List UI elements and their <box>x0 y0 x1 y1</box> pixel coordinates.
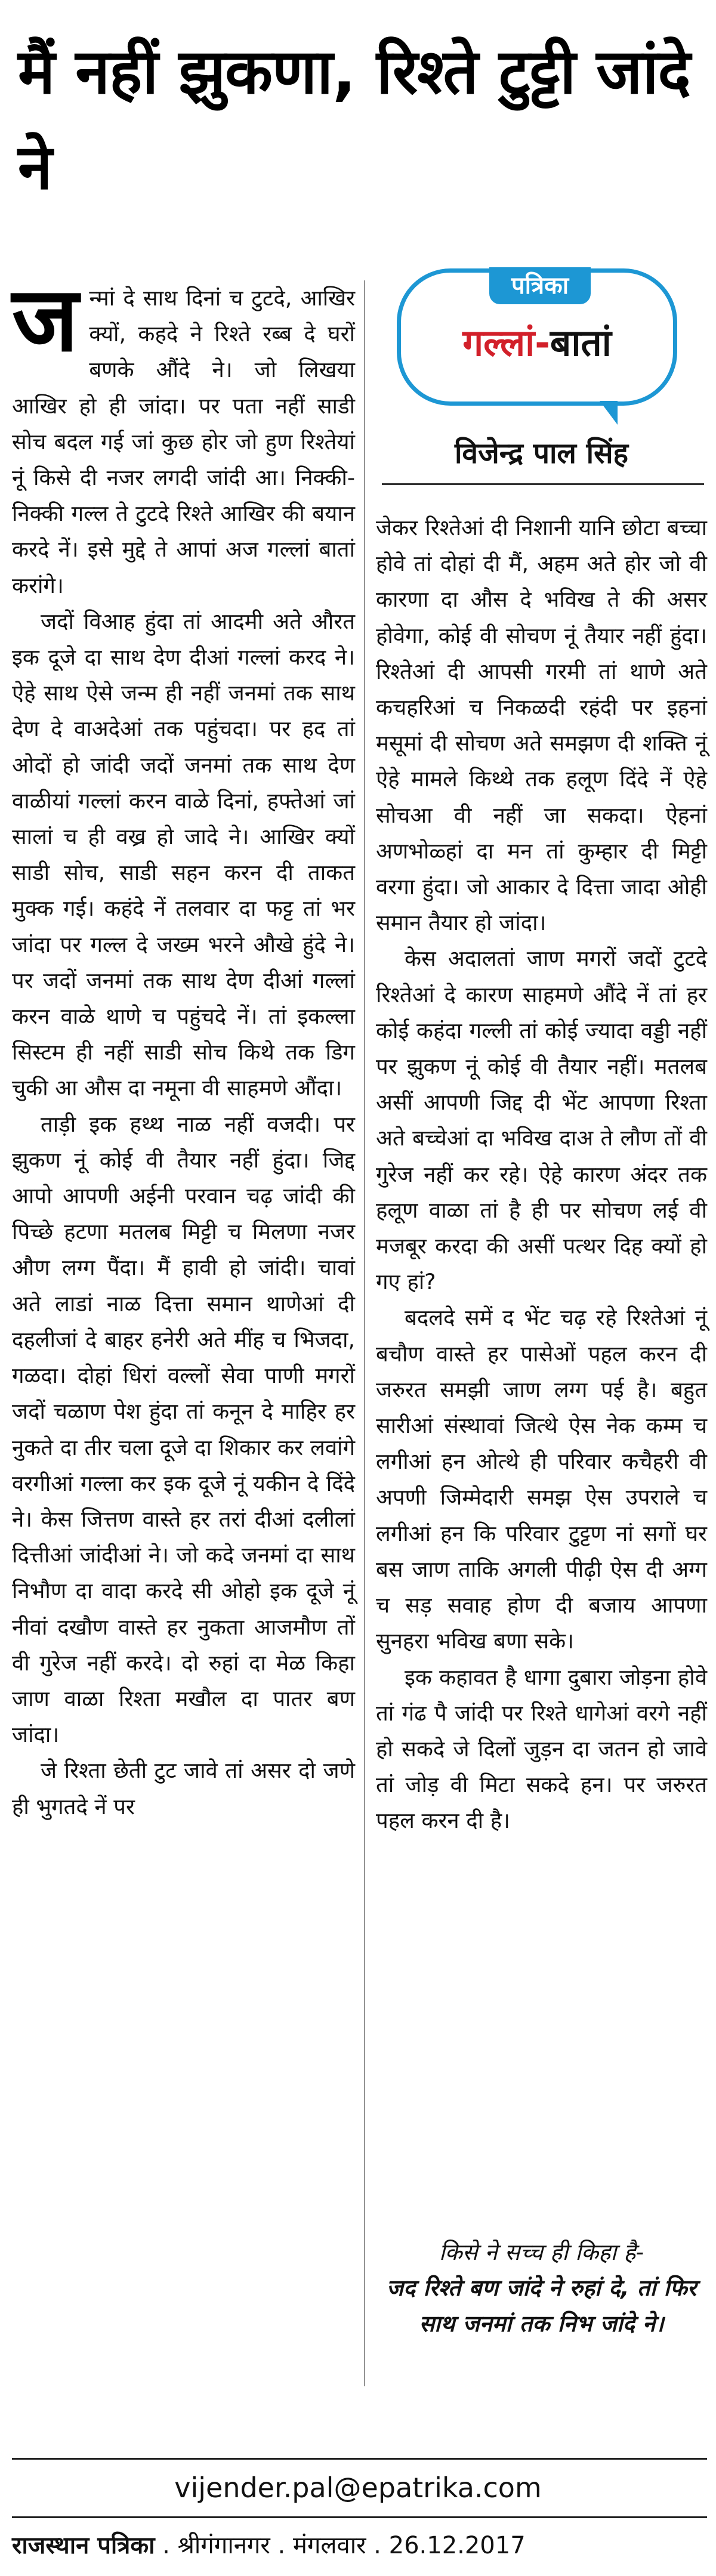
article-paragraph: इक कहावत है धागा दुबारा जोड़ना होवे तां गंढ पै जांदी पर रिश्ते धागेआं वरगे नहीं हो सकदे जे दिलों जुड़न दा जतन हो जावे तां जोड़ वी मिटा सकदे हन। पर जरुरत पहल करन दी है। <box>376 1664 707 1834</box>
paragraph-text: न्मां दे साथ दिनां च टुटदे, आखिर क्यों, कहदे ने रिश्ते रब्ब दे घरों बणके औंदे ने। जो लिखया आखिर हो ही जांदा। पर पता नहीं साडी सोच बदल गई जां कुछ होर जो हुण रिश्तेयां नूं किसे दी नजर लगदी जांदी आ। निक्की-निक्की गल्ल ते टुटदे रिश्ते आखिर की बयान करदे नें। इसे मुद्दे ते आपां अज गल्लां बातां करांगे। <box>12 285 355 598</box>
article-paragraph: जदों विआह हुंदा तां आदमी अते औरत इक दूजे दा साथ देण दीआं गल्लां करद ने। ऐहे साथ ऐसे जन्म ही नहीं जनमां तक साथ देण दे वाअदेआं तक पहुंचदा। पर हद तां ओदों हो जांदी जदों जनमां तक साथ देण वाळीयां गल्लां करन वाळे दिनां, हफ्तेआं जां सालां च ही वख्र हो जादे ने। आखिर क्यों साडी सोच, साडी सहन करन दी ताकत मुक्क गई। कहंदे नें तलवार दा फट्ट तां भर जांदा पर गल्ल दे जख्म भरने औखे हुंदे ने। पर जदों जनमां तक साथ देण दीआं गल्लां करन वाळे थाणे च पहुंचदे नें। तां इकल्ला सिस्टम ही नहीं साडी सोच किथे तक डिग चुकी आ औस दा नमूना वी साहमणे औंदा। <box>12 608 355 1101</box>
column-name-separator: - <box>535 321 550 365</box>
footer-city: श्रीगंगानगर <box>177 2532 270 2559</box>
footer-date: 26.12.2017 <box>388 2532 526 2559</box>
author-email: vijender.pal@epatrika.com <box>174 2472 542 2504</box>
left-column <box>12 268 355 1825</box>
article-paragraph: जे रिश्ता छेती टुट जावे तां असर दो जणे ही भुगतदे नें पर <box>12 1758 355 1820</box>
page-footer: राजस्थान पत्रिका . श्रीगंगानगर . मंगलवार . 26.12.2017 <box>12 2532 526 2559</box>
byline: विजेन्द्र पाल सिंह <box>454 437 629 470</box>
column-name-black: बातां <box>550 321 612 365</box>
article-paragraph: ताड़ी इक हथ्थ नाळ नहीं वजदी। पर झुकण नूं कोई वी तैयार नहीं हुंदा। जिद्द आपो आपणी अईनी परवान चढ़ जांदी की पिच्छे हटणा मतलब मिट्टी च मिलणा नजर औण लग्ग पैंदा। मैं हावी हो जांदी। चावां अते लाडां नाळ दित्ता समान थाणेआं दी दहलीजां दे बाहर हनेरी अते मींह च भिजदा, गळदा। दोहां धिरां वल्लों सेवा पाणी मगरों जदों चळाण पेश हुंदा तां कनून दे माहिर हर नुकते दा तीर चला दूजे दा शिकार कर लवांगे वरगीआं गल्ला कर इक दूजे नूं यकीन दे दिंदे ने। केस जित्तण वास्ते हर तरां दीआं दलीलां दित्तीआं जांदीआं ने। जो कदे जनमां दा साथ निभौण दा वादा करदे सी ओहो इक दूजे नूं नीवां दखौण वास्ते हर नुकता आजमौण तों वी गुरेज नहीं करदे। दो रुहां दा मेळ किहा जाण वाळा रिश्ता मखौल दा पातर बण जांदा। <box>12 1111 355 1748</box>
column-name <box>397 313 677 373</box>
article-paragraph: जेकर रिश्तेआं दी निशानी यानि छोटा बच्चा होवे तां दोहां दी मैं, अहम अते होर जो वी कारणा दा औस दे भविख ते की असर होवेगा, कोई वी सोचण नूं तैयार नहीं हुंदा। रिश्तेआं दी आपसी गरमी तां थाणे अते कचहरिआं च निकळदी रहंदी पर इहनां मसूमां दी सोचण अते समझण दी शक्ति नूं ऐहे मामले किथ्थे तक हलूण दिंदे नें ऐहे सोचआ वी नहीं जा सकदा। ऐहनां अणभोळ्हां दा मन तां कुम्हार दी मिट्टी वरगा हुंदा। जो आकार दे दित्ता जादा ओही समान तैयार हो जांदा। <box>376 515 707 936</box>
footer-divider <box>12 2516 707 2518</box>
column-name-red: गल्लां <box>462 321 535 365</box>
article-paragraph: बदलदे समें द भेंट चढ़ रहे रिश्तेआं नूं बचौण वास्ते हर पासेओं पहल करन दी जरुरत समझी जाण लग्ग पई है। बहुत सारीआं संस्थावां जित्थे ऐस नेक कम्म च लगीआं हन ओत्थे ही परिवार कचैहरी वी अपणी जिम्मेदारी समझ ऐस उपराले च लगीआं हन कि परिवार टुट्टण नां सगों घर बस जाण ताकि अगली पीढ़ी ऐस दी अग्ग च सड़ सवाह होण दी बजाय आपणा सुनहरा भविख बणा सके। <box>376 1305 707 1654</box>
right-column <box>376 510 707 1839</box>
column-logo <box>385 262 695 430</box>
page-title: मैं नहीं झुकणा, रिश्ते टुट्टी जांदे ने <box>18 35 690 203</box>
logo-tag: पत्रिका <box>489 267 591 304</box>
quote-text: जद रिश्ते बण जांदे ने रुहां दे, तां फिर साथ जनमां तक निभ जांदे ने। <box>386 2275 697 2337</box>
dropcap: ज <box>12 268 79 372</box>
column-divider <box>364 280 365 2386</box>
closing-quote <box>376 2234 707 2342</box>
byline-divider <box>382 483 704 485</box>
article-paragraph <box>12 268 355 604</box>
speech-bubble-tail <box>600 401 618 425</box>
article-paragraph: केस अदालतां जाण मगरों जदों टुटदे रिश्तेआं दे कारण साहमणे औंदे नें तां हर कोई कहंदा गल्ली तां कोई ज्यादा वड्डी नहीं पर झुकण नूं कोई वी तैयार नहीं। मतलब असीं आपणी जिद्द दी भेंट आपणा रिश्ता अते बच्चेआं दा भविख दाअ ते लौण तों वी गुरेज नहीं कर रहे। ऐहे कारण अंदर तक हलूण वाळा तां है ही पर सोचण लई वी मजबूर करदा की असीं पत्थर दिह क्यों हो गए हां? <box>376 946 707 1295</box>
newspaper-name: राजस्थान पत्रिका <box>12 2532 155 2559</box>
footer-day: मंगलवार <box>292 2532 366 2559</box>
quote-intro: किसे ने सच्च ही किहा है- <box>439 2239 644 2265</box>
email-divider <box>12 2458 707 2460</box>
